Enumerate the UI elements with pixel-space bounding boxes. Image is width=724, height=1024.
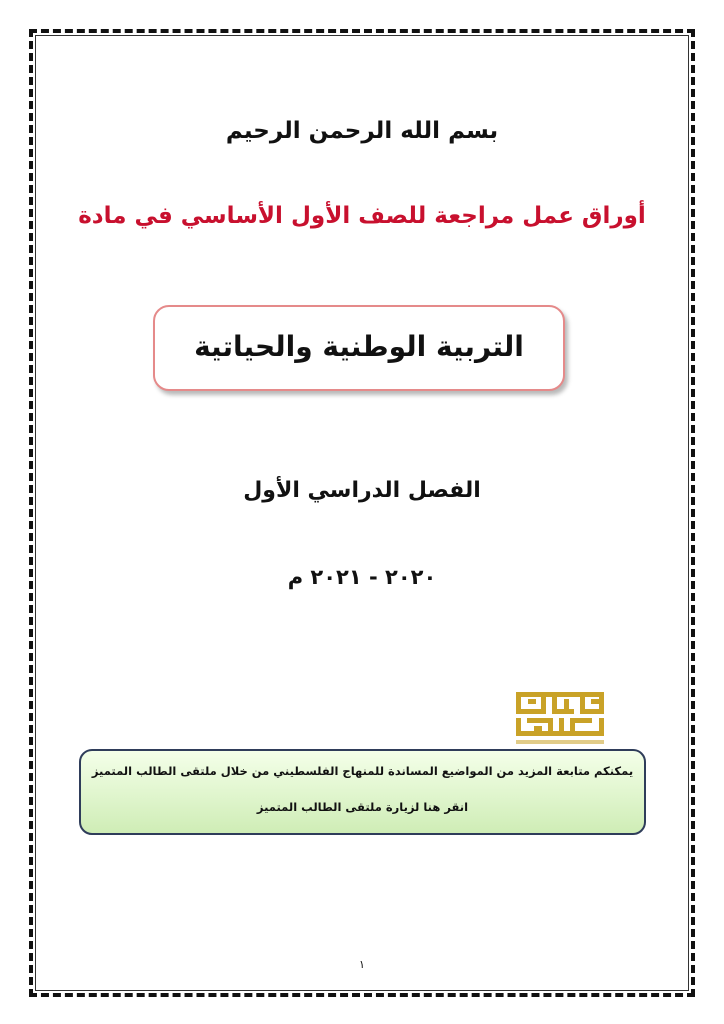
page-number: ١ [359, 958, 365, 971]
subject-title: التربية الوطنية والحياتية [194, 330, 524, 363]
forum-visit-link[interactable]: انقر هنا لزيارة ملتقى الطالب المتميز [256, 800, 469, 814]
forum-note-text: يمكنكم متابعة المزيد من المواضيع المساندة للمنهاج الفلسطيني من خلال ملتقى الطالب المتميز [91, 764, 634, 778]
kufic-logo-icon [510, 688, 610, 750]
worksheet-subtitle: أوراق عمل مراجعة للصف الأول الأساسي في مادة [78, 203, 646, 229]
school-year: ٢٠٢٠ - ٢٠٢١ م [287, 565, 437, 589]
semester-label: الفصل الدراسي الأول [243, 478, 481, 503]
basmala-heading: بسم الله الرحمن الرحيم [225, 118, 499, 144]
page-border-inner [35, 35, 689, 991]
forum-note-box [79, 749, 646, 835]
